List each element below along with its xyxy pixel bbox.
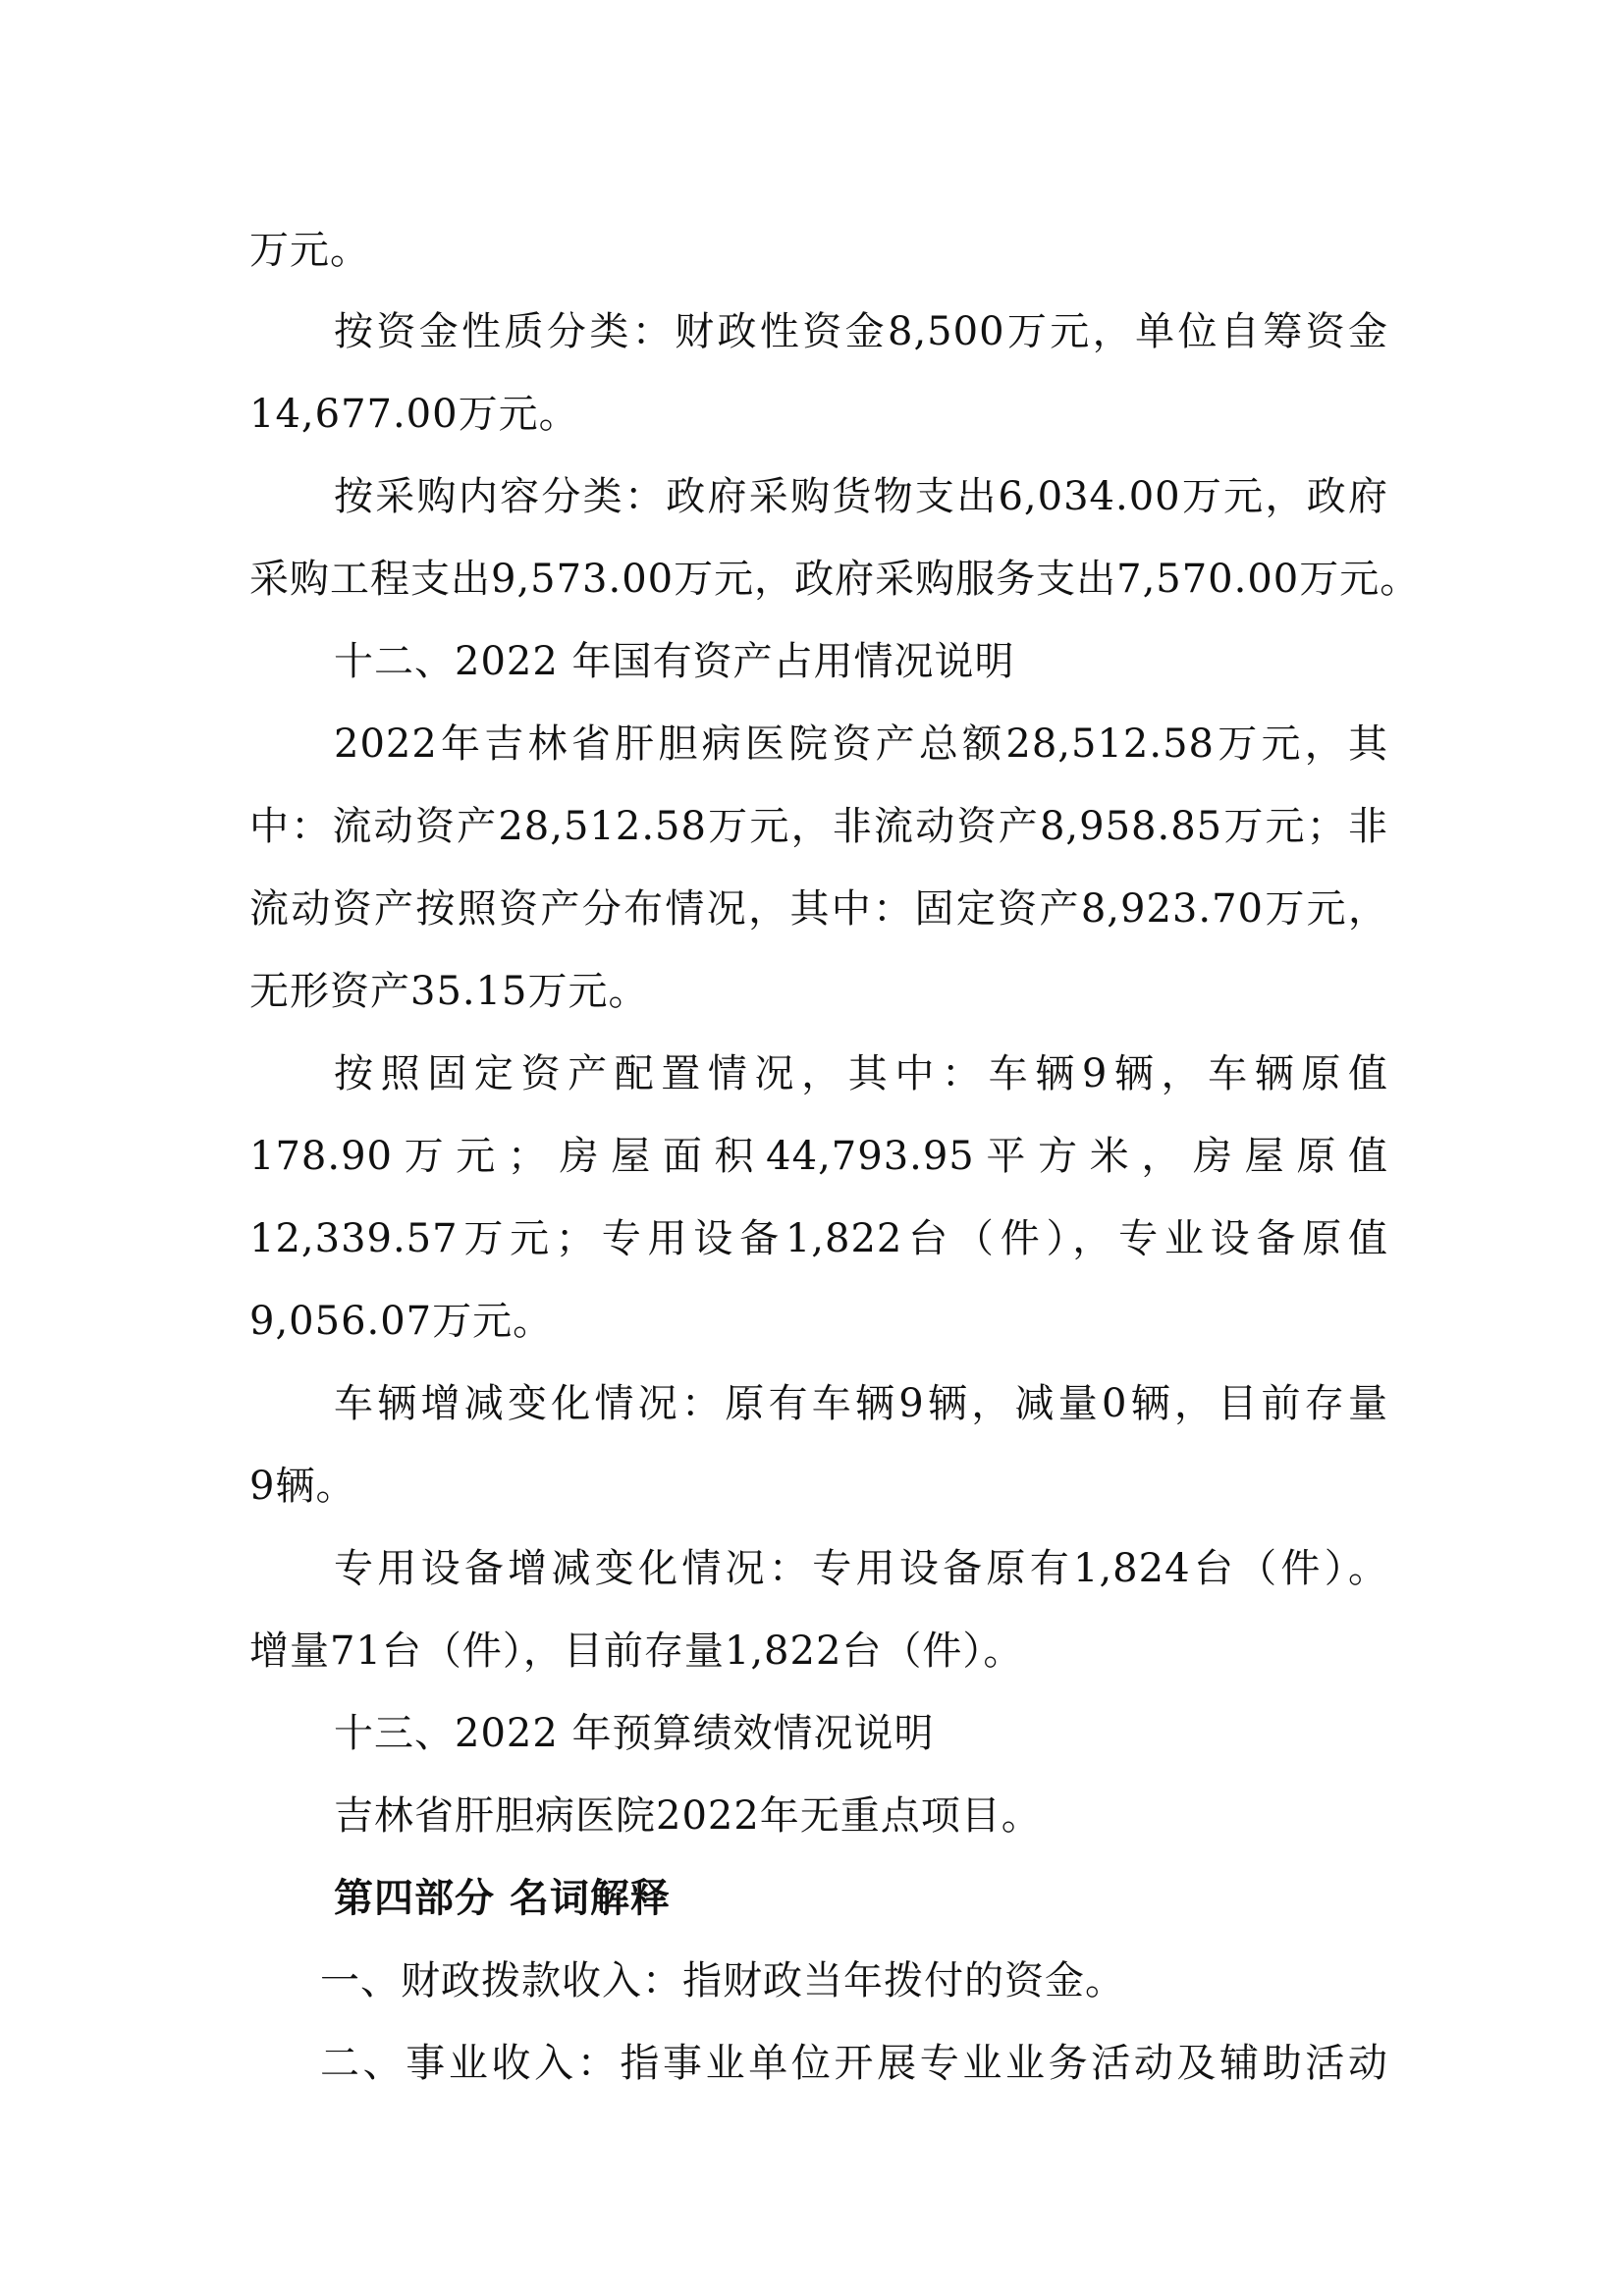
text-line: 9辆。 [249, 1464, 356, 1509]
text-line: 采购工程支出9,573.00万元，政府采购服务支出7,570.00万元。 [249, 557, 1421, 602]
text-line: 专用设备增减变化情况：专用设备原有1,824台（件）。 [334, 1546, 1388, 1591]
text-line: 二、事业收入：指事业单位开展专业业务活动及辅助活动 [320, 2041, 1388, 2086]
text-line: 中：流动资产28,512.58万元，非流动资产8,958.85万元；非 [249, 804, 1388, 849]
text-line: 车辆增减变化情况：原有车辆9辆，减量0辆，目前存量 [334, 1381, 1388, 1426]
text-line: 万元。 [249, 228, 370, 273]
text-line: 14,677.00万元。 [249, 392, 579, 437]
text-line: 一、财政拨款收入：指财政当年拨付的资金。 [320, 1958, 1125, 2003]
section-heading: 十三、2022 年预算绩效情况说明 [334, 1711, 935, 1756]
text-line: 178.90万元；房屋面积44,793.95平方米，房屋原值 [249, 1134, 1388, 1179]
text-line: 按资金性质分类：财政性资金8,500万元，单位自筹资金 [334, 309, 1388, 354]
text-line: 无形资产35.15万元。 [249, 969, 649, 1014]
text-line: 增量71台（件），目前存量1,822台（件）。 [249, 1629, 1024, 1674]
text-line: 2022年吉林省肝胆病医院资产总额28,512.58万元，其 [334, 721, 1388, 767]
text-line: 9,056.07万元。 [249, 1299, 554, 1344]
text-line: 按照固定资产配置情况，其中：车辆9辆，车辆原值 [334, 1051, 1388, 1096]
text-line: 吉林省肝胆病医院2022年无重点项目。 [334, 1793, 1042, 1839]
part-heading: 第四部分 名词解释 [334, 1875, 671, 1921]
section-heading: 十二、2022 年国有资产占用情况说明 [334, 639, 1015, 684]
text-line: 12,339.57万元；专用设备1,822台（件），专业设备原值 [249, 1216, 1388, 1261]
text-line: 流动资产按照资产分布情况，其中：固定资产8,923.70万元， [249, 886, 1388, 932]
text-line: 按采购内容分类：政府采购货物支出6,034.00万元，政府 [334, 474, 1388, 519]
